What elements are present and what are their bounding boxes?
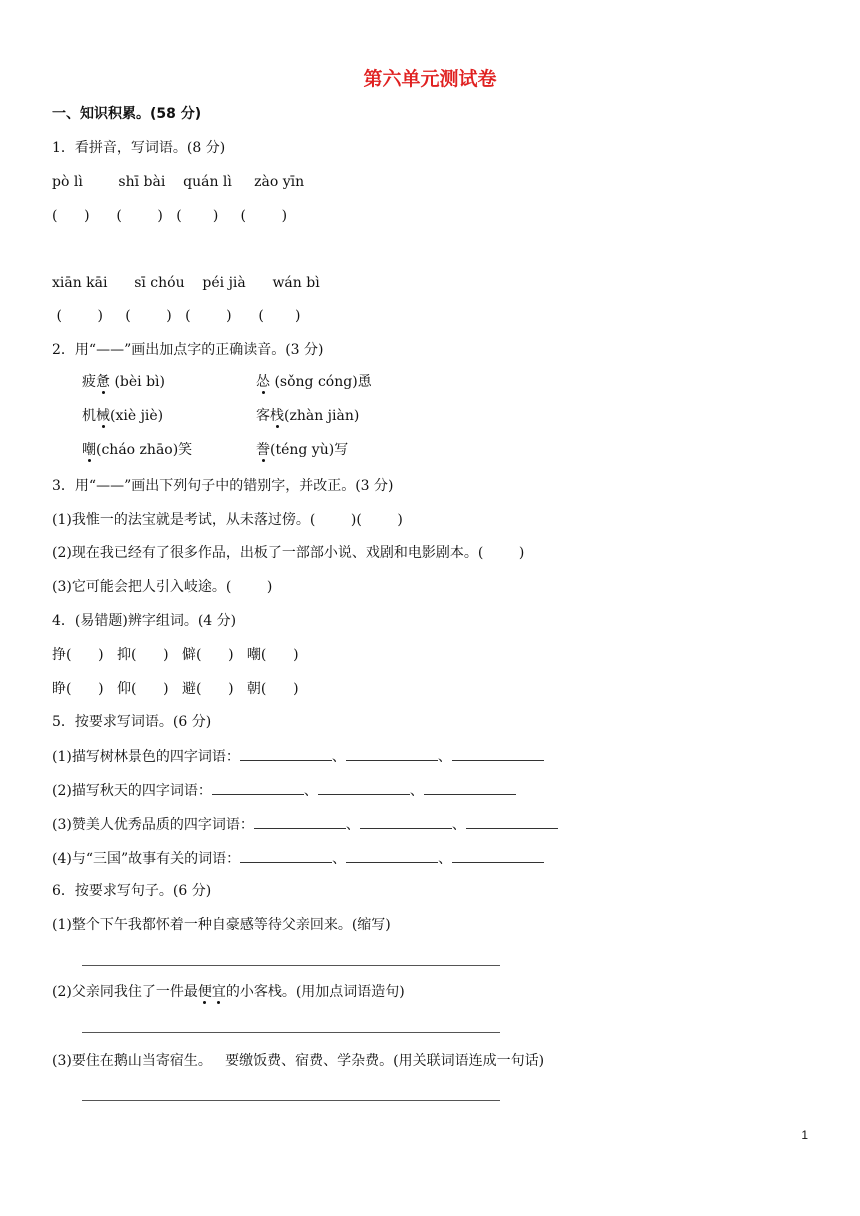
answer-blank[interactable] <box>466 814 558 829</box>
pronunciation-item: 机械(xiè jiè) <box>82 408 164 424</box>
answer-blank[interactable] <box>240 746 332 761</box>
answer-blank[interactable] <box>254 814 346 829</box>
question-3-item-2: (2)现在我已经有了很多作品，出板了一部部小说、戏剧和电影剧本。( ) <box>52 545 525 561</box>
question-6-item-2: (2)父亲同我住了一件最便宜的小客栈。(用加点词语造句) <box>52 984 405 1000</box>
answer-blank[interactable] <box>360 814 452 829</box>
section-heading: 一、知识积累。(58 分) <box>52 106 202 122</box>
question-5-item-2: (2)描写秋天的四字词语： 、 、 <box>52 780 516 801</box>
answer-brackets-row-1: ( ) ( ) ( ) ( ) <box>52 208 288 224</box>
answer-brackets-row-2: ( ) ( ) ( ) ( ) <box>52 308 301 324</box>
character-row-2: 睁( ) 仰( ) 避( ) 朝( ) <box>52 681 299 697</box>
answer-blank[interactable] <box>452 848 544 863</box>
pronunciation-item: 疲惫 (bèi bì) <box>82 374 165 390</box>
question-5-item-4: (4)与“三国”故事有关的词语： 、 、 <box>52 848 544 869</box>
question-5-title: 5．按要求写词语。(6 分) <box>52 714 212 730</box>
page-title: 第六单元测试卷 <box>363 68 497 90</box>
answer-blank[interactable] <box>240 848 332 863</box>
question-3-item-3: (3)它可能会把人引入岐途。( ) <box>52 579 273 595</box>
answer-blank[interactable] <box>346 746 438 761</box>
question-5-item-3: (3)赞美人优秀品质的四字词语： 、 、 <box>52 814 558 835</box>
question-4-title: 4．(易错题)辨字组词。(4 分) <box>52 613 237 629</box>
pronunciation-item: 誊(téng yù)写 <box>256 442 349 458</box>
answer-line[interactable] <box>82 965 500 966</box>
pronunciation-item: 怂 (sǒng cóng)恿 <box>256 374 372 390</box>
question-3-title: 3．用“——”画出下列句子中的错别字，并改正。(3 分) <box>52 478 394 494</box>
question-2-title: 2．用“——”画出加点字的正确读音。(3 分) <box>52 342 324 358</box>
answer-blank[interactable] <box>424 780 516 795</box>
character-row-1: 挣( ) 抑( ) 僻( ) 嘲( ) <box>52 647 299 663</box>
question-6-item-1: (1)整个下午我都怀着一种自豪感等待父亲回来。(缩写) <box>52 917 391 933</box>
pronunciation-item: 客栈(zhàn jiàn) <box>256 408 360 424</box>
answer-blank[interactable] <box>452 746 544 761</box>
page-number: 1 <box>801 1128 808 1142</box>
pronunciation-item: 嘲(cháo zhāo)笑 <box>82 442 193 458</box>
answer-line[interactable] <box>82 1032 500 1033</box>
answer-blank[interactable] <box>318 780 410 795</box>
answer-blank[interactable] <box>212 780 304 795</box>
answer-line[interactable] <box>82 1100 500 1101</box>
question-6-item-3: (3)要住在鹅山当寄宿生。 要缴饭费、宿费、学杂费。(用关联词语连成一句话) <box>52 1053 545 1069</box>
pinyin-row-2: xiān kāi sī chóu péi jià wán bì <box>52 275 320 291</box>
answer-blank[interactable] <box>346 848 438 863</box>
question-6-title: 6．按要求写句子。(6 分) <box>52 883 212 899</box>
question-1-title: 1．看拼音，写词语。(8 分) <box>52 140 226 156</box>
pinyin-row-1: pò lì shī bài quán lì zào yīn <box>52 174 305 190</box>
question-5-item-1: (1)描写树林景色的四字词语： 、 、 <box>52 746 544 767</box>
question-3-item-1: (1)我惟一的法宝就是考试，从未落过傍。( )( ) <box>52 512 403 528</box>
